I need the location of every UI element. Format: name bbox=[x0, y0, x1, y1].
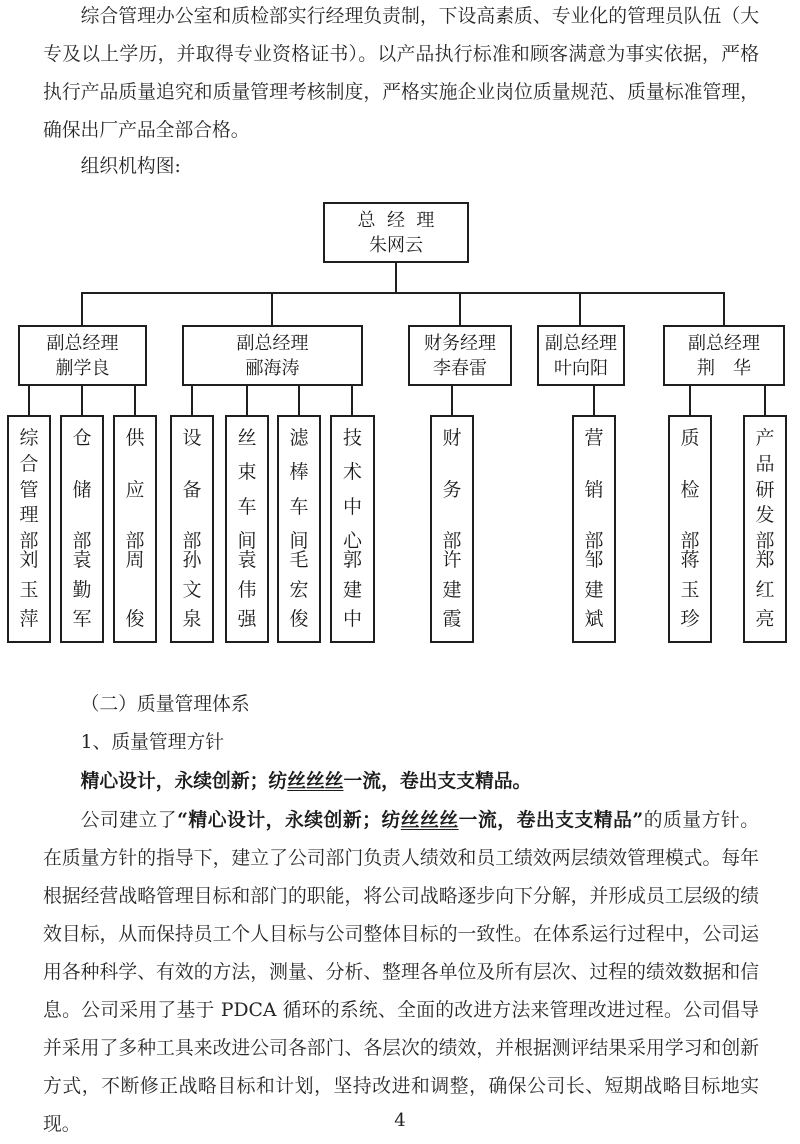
org-box-manager bbox=[663, 325, 785, 386]
org-title: 副总经理 bbox=[46, 332, 119, 354]
org-box-manager bbox=[537, 325, 625, 386]
section-block bbox=[43, 686, 759, 1144]
top-paragraph: 综合管理办公室和质检部实行经理负责制，下设高素质、专业化的管理员队伍（大专及以上学历，并取得专业资格证书）。以产品执行标准和顾客满意为事实依据，严格执行产品质量追究和质量管理考核制度，严格实施企业岗位质量规范、质量标准管理，确保出厂产品全部合格。 bbox=[43, 6, 759, 141]
dept-name: 产 品 研 发 部 bbox=[755, 427, 775, 553]
org-box-manager bbox=[182, 325, 363, 386]
dept-name: 财 务 部 bbox=[442, 427, 462, 553]
dept-name: 营 销 部 bbox=[584, 427, 604, 553]
org-person: 朱网云 bbox=[369, 234, 423, 256]
dept-name: 仓 储 部 bbox=[72, 427, 92, 553]
dept-name: 综 合 管 理 部 bbox=[19, 427, 39, 553]
dept-head: 袁 勤 军 bbox=[72, 549, 92, 630]
org-box-dept bbox=[430, 415, 474, 643]
org-box-general-manager bbox=[323, 202, 469, 263]
org-box-dept bbox=[330, 415, 375, 643]
org-box-dept bbox=[60, 415, 104, 643]
section-subheading: 1、质量管理方针 bbox=[80, 732, 225, 753]
section-heading: （二）质量管理体系 bbox=[80, 694, 250, 715]
org-person: 叶向阳 bbox=[554, 357, 608, 379]
org-person: 荆 华 bbox=[697, 357, 751, 379]
org-person: 郦海涛 bbox=[245, 357, 300, 379]
dept-name: 丝 束 车 间 bbox=[237, 427, 257, 553]
org-title: 副总经理 bbox=[545, 332, 617, 354]
dept-head: 毛 宏 俊 bbox=[289, 549, 309, 630]
org-box-dept bbox=[113, 415, 157, 643]
dept-head: 蒋 玉 珍 bbox=[680, 549, 700, 630]
dept-head: 周 俊 bbox=[125, 549, 145, 630]
org-title: 副总经理 bbox=[688, 332, 760, 354]
org-title: 副总经理 bbox=[236, 332, 309, 354]
org-box-dept bbox=[277, 415, 321, 643]
dept-head: 郑 红 亮 bbox=[755, 549, 775, 630]
dept-head: 刘 玉 萍 bbox=[19, 549, 39, 630]
dept-head: 郭 建 中 bbox=[342, 549, 362, 630]
dept-head: 袁 伟 强 bbox=[237, 549, 257, 630]
org-box-dept bbox=[668, 415, 712, 643]
page-number: 4 bbox=[394, 1110, 406, 1131]
orgchart-label: 组织机构图: bbox=[80, 156, 181, 177]
dept-name: 设 备 部 bbox=[182, 427, 202, 553]
org-person: 蒯学良 bbox=[55, 357, 110, 379]
dept-name: 供 应 部 bbox=[125, 427, 145, 553]
org-box-dept bbox=[743, 415, 787, 643]
dept-head: 孙 文 泉 bbox=[182, 549, 202, 630]
org-box-dept bbox=[170, 415, 214, 643]
dept-head: 许 建 霞 bbox=[442, 549, 462, 630]
org-title: 财务经理 bbox=[424, 332, 496, 354]
dept-name: 质 检 部 bbox=[680, 427, 700, 553]
org-box-dept bbox=[572, 415, 616, 643]
dept-name: 滤 棒 车 间 bbox=[289, 427, 309, 553]
org-box-dept bbox=[7, 415, 51, 643]
org-person: 李春雷 bbox=[433, 357, 487, 379]
org-box-dept bbox=[225, 415, 269, 643]
org-box-manager bbox=[18, 325, 147, 386]
org-box-manager bbox=[408, 325, 512, 386]
dept-name: 技 术 中 心 bbox=[342, 427, 362, 553]
body-paragraph: 公司建立了“精心设计，永续创新；纺丝丝丝一流，卷出支支精品”的质量方针。在质量方针的指导下，建立了公司部门负责人绩效和员工绩效两层绩效管理模式。每年根据经营战略管理目标和部门的职能，将公司战略逐步向下分解，并形成员工层级的绩效目标，从而保持员工个人目标与公司整体目标的一致性。在体系运行过程中，公司运用各种科学、有效的方法，测量、分析、整理各单位及所有层次、过程的绩效数据和信息。公司采用了基于 PDCA 循环的系统、全面的改进方法来管理改进过程。公司倡导并采用了多种工具来改进公司各部门、各层次的绩效，并根据测评结果采用学习和创新方式，不断修正战略目标和计划，坚持改进和调整，确保公司长、短期战略目标地实现。 bbox=[43, 809, 760, 1135]
dept-head: 邹 建 斌 bbox=[584, 549, 604, 630]
quality-motto: 精心设计，永续创新；纺丝丝丝一流，卷出支支精品。 bbox=[80, 770, 532, 792]
org-title: 总 经 理 bbox=[357, 209, 435, 231]
